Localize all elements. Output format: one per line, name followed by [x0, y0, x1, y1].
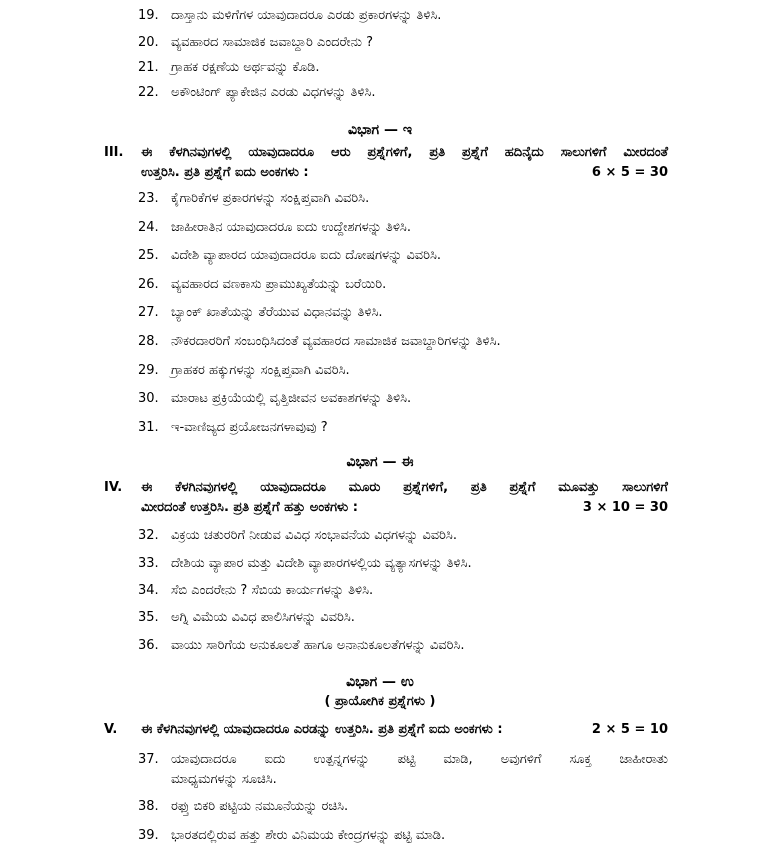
- question-word: ಉತ್ಪನ್ನಗಳನ್ನು: [313, 752, 370, 767]
- question-28: [0, 332, 760, 352]
- question-text: ಕೈಗಾರಿಕೆಗಳ ಪ್ರಕಾರಗಳನ್ನು ಸಂಕ್ಷಿಪ್ತವಾಗಿ ವಿವರಿಸಿ.: [171, 191, 370, 206]
- instruction-word: ಪ್ರಶ್ನೆಗೆ: [462, 145, 488, 160]
- instruction-line: [141, 720, 668, 740]
- section-e-subheading: ( ಪ್ರಾಯೋಗಿಕ ಪ್ರಶ್ನೆಗಳು ): [324, 694, 436, 709]
- question-text: ವ್ಯವಹಾರದ ವಣಕಾಸು ಪ್ರಾಮುಖ್ಯತೆಯನ್ನು ಬರೆಯಿರಿ.: [171, 277, 387, 292]
- marks-label: 3 × 10 = 30: [582, 500, 668, 515]
- question-33: [0, 554, 760, 574]
- question-text: ಜಾಹೀರಾತಿನ ಯಾವುದಾದರೂ ಐದು ಉದ್ದೇಶಗಳನ್ನು ತಿಳಿಸಿ.: [171, 220, 411, 235]
- question-21: [0, 58, 760, 78]
- question-39: [0, 826, 760, 846]
- question-number: 39.: [138, 828, 159, 843]
- question-30: [0, 389, 760, 409]
- question-number: 36.: [138, 638, 159, 653]
- instruction-word: ಮೂರು: [348, 480, 381, 495]
- question-number: 22.: [138, 85, 159, 100]
- marks-label: 2 × 5 = 10: [591, 722, 668, 737]
- question-20: [0, 33, 760, 53]
- question-number: 24.: [138, 220, 159, 235]
- question-25: [0, 246, 760, 266]
- question-number: 32.: [138, 528, 159, 543]
- question-text: ರಫ್ತು ಬಿಕರಿ ಪಟ್ಟಿಯ ನಮೂನೆಯನ್ನು ರಚಿಸಿ.: [171, 799, 349, 814]
- question-word: ಸೂಕ್ತ: [569, 752, 592, 767]
- question-text: ನೌಕರದಾರರಿಗೆ ಸಂಬಂಧಿಸಿದಂತೆ ವ್ಯವಹಾರದ ಸಾಮಾಜಿಕ ಜವಾಬ್ದಾರಿಗಳನ್ನು ತಿಳಿಸಿ.: [171, 334, 501, 349]
- question-text: ವಿಕ್ರಯ ಚತುರರಿಗೆ ನೀಡುವ ವಿವಿಧ ಸಂಭಾವನೆಯ ವಿಧಗಳನ್ನು ವಿವರಿಸಿ.: [171, 528, 457, 543]
- instruction-word: ಪ್ರಶ್ನೆಗಳಿಗೆ,: [403, 480, 449, 495]
- question-number: 21.: [138, 60, 159, 75]
- question-number: 29.: [138, 363, 159, 378]
- question-number: 25.: [138, 248, 159, 263]
- question-text: ಇ-ವಾಣಿಜ್ಯದ ಪ್ರಯೋಜನಗಳಾವುವು ?: [171, 420, 328, 435]
- section-e-heading: ವಿಭಾಗ — ಉ: [346, 674, 414, 690]
- question-word: ಐದು: [264, 752, 286, 767]
- question-word: ಅವುಗಳಿಗೆ: [500, 752, 542, 767]
- question-text: ವ್ಯವಹಾರದ ಸಾಮಾಜಿಕ ಜವಾಬ್ದಾರಿ ಎಂದರೇನು ?: [171, 35, 374, 50]
- question-number: 19.: [138, 8, 159, 23]
- instruction-word: ಪ್ರತಿ: [470, 480, 487, 495]
- instruction-word: ಹದಿನೈದು: [504, 145, 544, 160]
- question-text: ಗ್ರಾಹಕ ರಕ್ಷಣೆಯ ಅರ್ಥವನ್ನು ಕೊಡಿ.: [171, 60, 320, 75]
- instruction-word: ಕೆಳಗಿನವುಗಳಲ್ಲಿ: [169, 145, 232, 160]
- instruction-word: ಕೆಳಗಿನವುಗಳಲ್ಲಿ: [175, 480, 238, 495]
- question-number: 30.: [138, 391, 159, 406]
- instruction-text-line: ಮೀರದಂತೆ ಉತ್ತರಿಸಿ. ಪ್ರತಿ ಪ್ರಶ್ನೆಗೆ ಹತ್ತು ಅಂಕಗಳು :: [141, 500, 358, 515]
- section-number: V.: [104, 722, 118, 737]
- question-text: ಸೆಬಿ ಎಂದರೇನು ? ಸೆಬಿಯ ಕಾರ್ಯಗಳನ್ನು ತಿಳಿಸಿ.: [171, 583, 374, 598]
- instruction-text: [141, 720, 668, 740]
- question-32: [0, 526, 760, 546]
- question-word: ಯಾವುದಾದರೂ: [171, 752, 237, 767]
- instruction-text: [141, 478, 668, 518]
- question-word: ಮಾಡಿ,: [443, 752, 473, 767]
- question-38: [0, 797, 760, 817]
- instruction-word: ಈ: [141, 145, 153, 160]
- question-text: ದೇಶಿಯ ವ್ಯಾಪಾರ ಮತ್ತು ವಿದೇಶಿ ವ್ಯಾಪಾರಗಳಲ್ಲಿಯ ವ್ಯತ್ಯಾಸಗಳನ್ನು ತಿಳಿಸಿ.: [171, 556, 472, 571]
- instruction-word: ಸಾಲುಗಳಿಗೆ: [560, 145, 607, 160]
- question-text: ವಿದೇಶಿ ವ್ಯಾಪಾರದ ಯಾವುದಾದರೂ ಐದು ದೋಷಗಳನ್ನು ವಿವರಿಸಿ.: [171, 248, 442, 263]
- question-22: [0, 83, 760, 103]
- section-c-heading: ವಿಭಾಗ — ಇ: [348, 122, 412, 138]
- question-text: ಬ್ಯಾಂಕ್ ಖಾತೆಯನ್ನು ತೆರೆಯುವ ವಿಧಾನವನ್ನು ತಿಳಿಸಿ.: [171, 305, 383, 320]
- instruction-text-line: ಈ ಕೆಳಗಿನವುಗಳಲ್ಲಿ ಯಾವುದಾದರೂ ಎರಡನ್ನು ಉತ್ತರಿಸಿ. ಪ್ರತಿ ಪ್ರಶ್ನೆಗೆ ಐದು ಅಂಕಗಳು :: [141, 722, 503, 737]
- question-line-2: ಮಾಧ್ಯಮಗಳನ್ನು ಸೂಚಿಸಿ.: [171, 772, 277, 787]
- section-d-instruction: [0, 478, 760, 518]
- question-35: [0, 608, 760, 628]
- question-26: [0, 275, 760, 295]
- question-number: 27.: [138, 305, 159, 320]
- question-36: [0, 636, 760, 656]
- instruction-text-line: ಉತ್ತರಿಸಿ. ಪ್ರತಿ ಪ್ರಶ್ನೆಗೆ ಐದು ಅಂಕಗಳು :: [141, 165, 309, 180]
- section-d-heading: ವಿಭಾಗ — ಈ: [346, 454, 414, 470]
- question-number: 20.: [138, 35, 159, 50]
- question-word: ಜಾಹೀರಾತು: [619, 752, 668, 767]
- question-24: [0, 218, 760, 238]
- question-29: [0, 361, 760, 381]
- section-number: III.: [104, 145, 124, 160]
- instruction-word: ಆರು: [330, 145, 351, 160]
- question-text: [171, 750, 668, 790]
- instruction-line-2: [141, 163, 668, 183]
- question-34: [0, 581, 760, 601]
- question-text: ಭಾರತದಲ್ಲಿರುವ ಹತ್ತು ಶೇರು ವಿನಿಮಯ ಕೇಂದ್ರಗಳನ್ನು ಪಟ್ಟಿ ಮಾಡಿ.: [171, 828, 446, 843]
- instruction-word: ಈ: [141, 480, 153, 495]
- instruction-word: ಯಾವುದಾದರೂ: [260, 480, 326, 495]
- question-word: ಪಟ್ಟಿ: [397, 752, 416, 767]
- question-number: 34.: [138, 583, 159, 598]
- question-number: 26.: [138, 277, 159, 292]
- instruction-text: [141, 143, 668, 183]
- section-e-instruction: [0, 720, 760, 740]
- instruction-line-1: [141, 478, 668, 498]
- instruction-word: ಮೀರದಂತೆ: [623, 145, 668, 160]
- instruction-word: ಪ್ರಶ್ನೆಗಳಿಗೆ,: [367, 145, 413, 160]
- question-text: ಗ್ರಾಹಕರ ಹಕ್ಕುಗಳನ್ನು ಸಂಕ್ಷಿಪ್ತವಾಗಿ ವಿವರಿಸಿ.: [171, 363, 350, 378]
- instruction-line-1: [141, 143, 668, 163]
- instruction-word: ಸಾಲುಗಳಿಗೆ: [622, 480, 668, 495]
- instruction-word: ಯಾವುದಾದರೂ: [248, 145, 315, 160]
- section-number: IV.: [104, 480, 123, 495]
- instruction-word: ಪ್ರತಿ: [429, 145, 446, 160]
- question-23: [0, 189, 760, 209]
- question-number: 23.: [138, 191, 159, 206]
- question-line-1: [171, 750, 668, 770]
- question-number: 38.: [138, 799, 159, 814]
- instruction-word: ಮೂವತ್ತು: [558, 480, 600, 495]
- question-text: ಅಕೌಂಟಿಂಗ್ ಪ್ಯಾಕೇಜಿನ ಎರಡು ವಿಧಗಳನ್ನು ತಿಳಿಸಿ.: [171, 85, 376, 100]
- question-number: 35.: [138, 610, 159, 625]
- question-text: ದಾಸ್ತಾನು ಮಳಿಗೆಗಳ ಯಾವುದಾದರೂ ಎರಡು ಪ್ರಕಾರಗಳನ್ನು ತಿಳಿಸಿ.: [171, 8, 442, 23]
- question-31: [0, 418, 760, 438]
- question-number: 37.: [138, 752, 159, 767]
- section-c-instruction: [0, 143, 760, 183]
- question-number: 33.: [138, 556, 159, 571]
- question-27: [0, 303, 760, 323]
- question-text: ವಾಯು ಸಾರಿಗೆಯ ಅನುಕೂಲತೆ ಹಾಗೂ ಅನಾನುಕೂಲತೆಗಳನ್ನು ವಿವರಿಸಿ.: [171, 638, 465, 653]
- instruction-word: ಪ್ರಶ್ನೆಗೆ: [509, 480, 536, 495]
- question-text: ಅಗ್ನಿ ವಿಮೆಯ ವಿವಿಧ ಪಾಲಿಸಿಗಳನ್ನು ವಿವರಿಸಿ.: [171, 610, 355, 625]
- question-number: 28.: [138, 334, 159, 349]
- instruction-line-2: [141, 498, 668, 518]
- question-number: 31.: [138, 420, 159, 435]
- question-text: ಮಾರಾಟ ಪ್ರಕ್ರಿಯೆಯಲ್ಲಿ ವೃತ್ತಿಜೀವನ ಅವಕಾಶಗಳನ್ನು ತಿಳಿಸಿ.: [171, 391, 412, 406]
- question-19: [0, 6, 760, 26]
- question-37: [0, 750, 760, 790]
- marks-label: 6 × 5 = 30: [591, 165, 668, 180]
